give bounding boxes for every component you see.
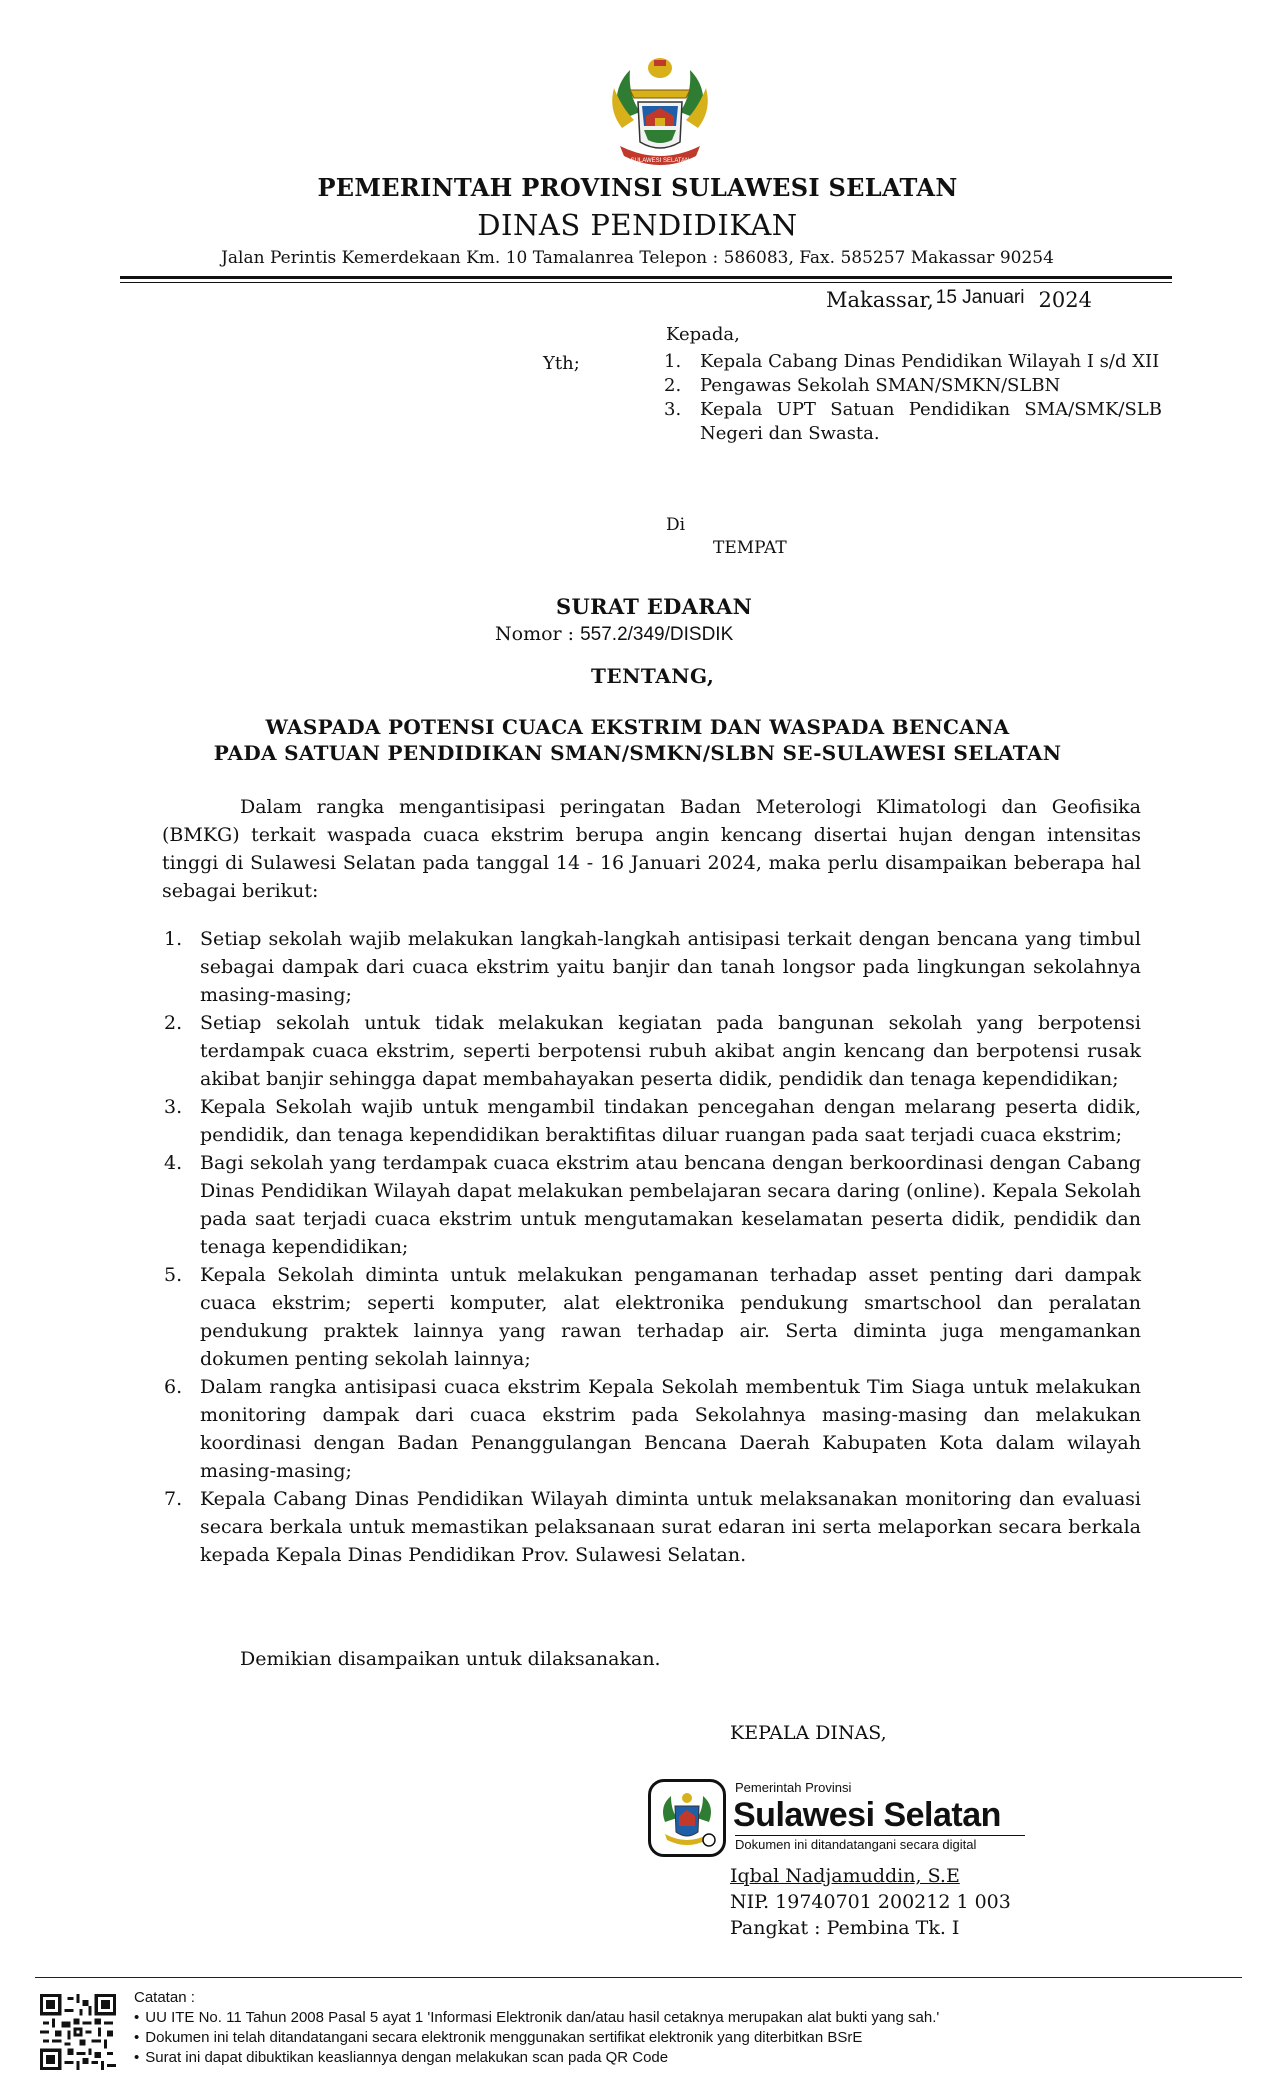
esign-seal-icon	[651, 1782, 723, 1854]
esign-divider	[735, 1835, 1025, 1836]
recipient-list	[664, 350, 1162, 446]
signatory-position: KEPALA DINAS,	[730, 1722, 887, 1744]
document-number	[495, 623, 733, 646]
instruction-item: 3. Kepala Sekolah wajib untuk mengambil tindakan pencegahan dengan melarang peserta didik, pendidik, dan tenaga kependidikan beraktifitas diluar ruangan pada saat terjadi cuaca ekstrim;	[164, 1096, 1141, 1146]
footer-note-title: Catatan :	[134, 1989, 195, 2006]
tentang-label: TENTANG,	[591, 664, 715, 688]
yth-label: Yth;	[543, 353, 580, 374]
intro-paragraph: Dalam rangka mengantisipasi peringatan Badan Meterologi Klimatologi dan Geofisika (BMKG) terkait waspada cuaca ekstrim berupa angin kencang disertai hujan dengan intensitas tinggi di Sulawesi Selatan pada tanggal 14 - 16 Januari 2024, maka perlu disampaikan beberapa hal sebagai berikut:	[162, 796, 1141, 902]
esign-big-text: Sulawesi Selatan	[733, 1796, 1001, 1834]
kepada-label: Kepada,	[666, 324, 740, 345]
footer-note: • Surat ini dapat dibuktikan keasliannya dengan melakukan scan pada QR Code	[134, 2048, 939, 2068]
subject-line: WASPADA POTENSI CUACA EKSTRIM DAN WASPADA BENCANA	[265, 715, 1010, 739]
signatory-nip: NIP. 19740701 200212 1 003	[730, 1891, 1011, 1913]
letter-date	[826, 288, 1092, 313]
instruction-item: 7. Kepala Cabang Dinas Pendidikan Wilayah diminta untuk melaksanakan monitoring dan evaluasi secara berkala untuk memastikan pelaksanaan surat edaran ini serta melaporkan secara berkala kepada Kepala Dinas Pendidikan Prov. Sulawesi Selatan.	[164, 1488, 1141, 1566]
instruction-list	[162, 925, 1141, 1569]
letterhead-government: PEMERINTAH PROVINSI SULAWESI SELATAN	[317, 173, 958, 202]
recipient-item: 3. Kepala UPT Satuan Pendidikan SMA/SMK/SLB Negeri dan Swasta.	[664, 399, 1162, 444]
footer-notes	[134, 2008, 939, 2068]
footer-note: • Dokumen ini telah ditandatangani secara elektronik menggunakan sertifikat elektronik yang diterbitkan BSrE	[134, 2028, 939, 2048]
footer-note: • UU ITE No. 11 Tahun 2008 Pasal 5 ayat 1 'Informasi Elektronik dan/atau hasil cetaknya merupakan alat bukti yang sah.'	[134, 2008, 939, 2028]
instruction-item: 4. Bagi sekolah yang terdampak cuaca ekstrim atau bencana dengan berkoordinasi dengan Cabang Dinas Pendidikan Wilayah dapat melakukan pembelajaran secara daring (online). Kepala Sekolah pada saat terjadi cuaca ekstrim untuk mengutamakan keselamatan peserta didik, pendidik dan tenaga kependidikan;	[164, 1152, 1141, 1258]
instruction-item: 1. Setiap sekolah wajib melakukan langkah-langkah antisipasi terkait dengan bencana yang timbul sebagai dampak dari cuaca ekstrim yaitu banjir dan tanah longsor pada lingkungan sekolahnya masing-masing;	[164, 928, 1141, 1006]
qr-code-icon	[40, 1994, 116, 2070]
letterhead-address: Jalan Perintis Kemerdekaan Km. 10 Tamalanrea Telepon : 586083, Fax. 585257 Makassar 90254	[221, 248, 1054, 268]
esign-note: Dokumen ini ditandatangani secara digital	[735, 1837, 977, 1852]
esign-small-text: Pemerintah Provinsi	[735, 1780, 852, 1795]
letterhead-agency: DINAS PENDIDIKAN	[477, 208, 798, 242]
tempat-label: TEMPAT	[713, 538, 787, 558]
date-day-month: 15 Januari	[935, 287, 1025, 308]
instruction-item: 2. Setiap sekolah untuk tidak melakukan kegiatan pada bangunan sekolah yang berpotensi terdampak cuaca ekstrim, seperti berpotensi rubuh akibat angin kencang dan berpotensi rusak akibat banjir sehingga dapat membahayakan peserta didik, pendidik dan tenaga kependidikan;	[164, 1012, 1141, 1090]
signatory-rank: Pangkat : Pembina Tk. I	[730, 1917, 960, 1939]
document-title: SURAT EDARAN	[556, 594, 753, 619]
seal-label: SULAWESI SELATAN	[630, 158, 690, 164]
letterhead-divider	[120, 276, 1172, 279]
signatory-name: Iqbal Nadjamuddin, S.E	[730, 1865, 960, 1887]
recipient-item: 1. Kepala Cabang Dinas Pendidikan Wilayah I s/d XII	[664, 351, 1160, 372]
footer-divider	[35, 1977, 1242, 1978]
nomor-label: Nomor :	[495, 623, 575, 645]
electronic-signature-stamp	[645, 1776, 1025, 1856]
nomor-value: 557.2/349/DISDIK	[580, 624, 734, 645]
date-year: 2024	[1038, 288, 1092, 312]
subject-line: PADA SATUAN PENDIDIKAN SMAN/SMKN/SLBN SE-SULAWESI SELATAN	[213, 741, 1062, 765]
closing-sentence: Demikian disampaikan untuk dilaksanakan.	[240, 1648, 661, 1670]
esign-logo-frame	[648, 1779, 726, 1857]
document-subject	[0, 714, 1275, 766]
recipient-item: 2. Pengawas Sekolah SMAN/SMKN/SLBN	[664, 375, 1061, 396]
date-city: Makassar,	[826, 288, 934, 312]
letterhead-divider-thin	[120, 282, 1172, 283]
di-label: Di	[666, 515, 686, 535]
provincial-seal-icon	[600, 50, 720, 175]
instruction-item: 5. Kepala Sekolah diminta untuk melakukan pengamanan terhadap asset penting dari dampak cuaca ekstrim; seperti komputer, alat elektronika pendukung smartschool dan peralatan pendukung praktek lainnya yang rawan terhadap air. Serta diminta juga mengamankan dokumen penting sekolah lainnya;	[164, 1264, 1141, 1370]
instruction-item: 6. Dalam rangka antisipasi cuaca ekstrim Kepala Sekolah membentuk Tim Siaga untuk melakukan monitoring dampak dari cuaca ekstrim pada Sekolahnya masing-masing dan melakukan koordinasi dengan Badan Penanggulangan Bencana Daerah Kabupaten Kota dalam wilayah masing-masing;	[164, 1376, 1141, 1482]
